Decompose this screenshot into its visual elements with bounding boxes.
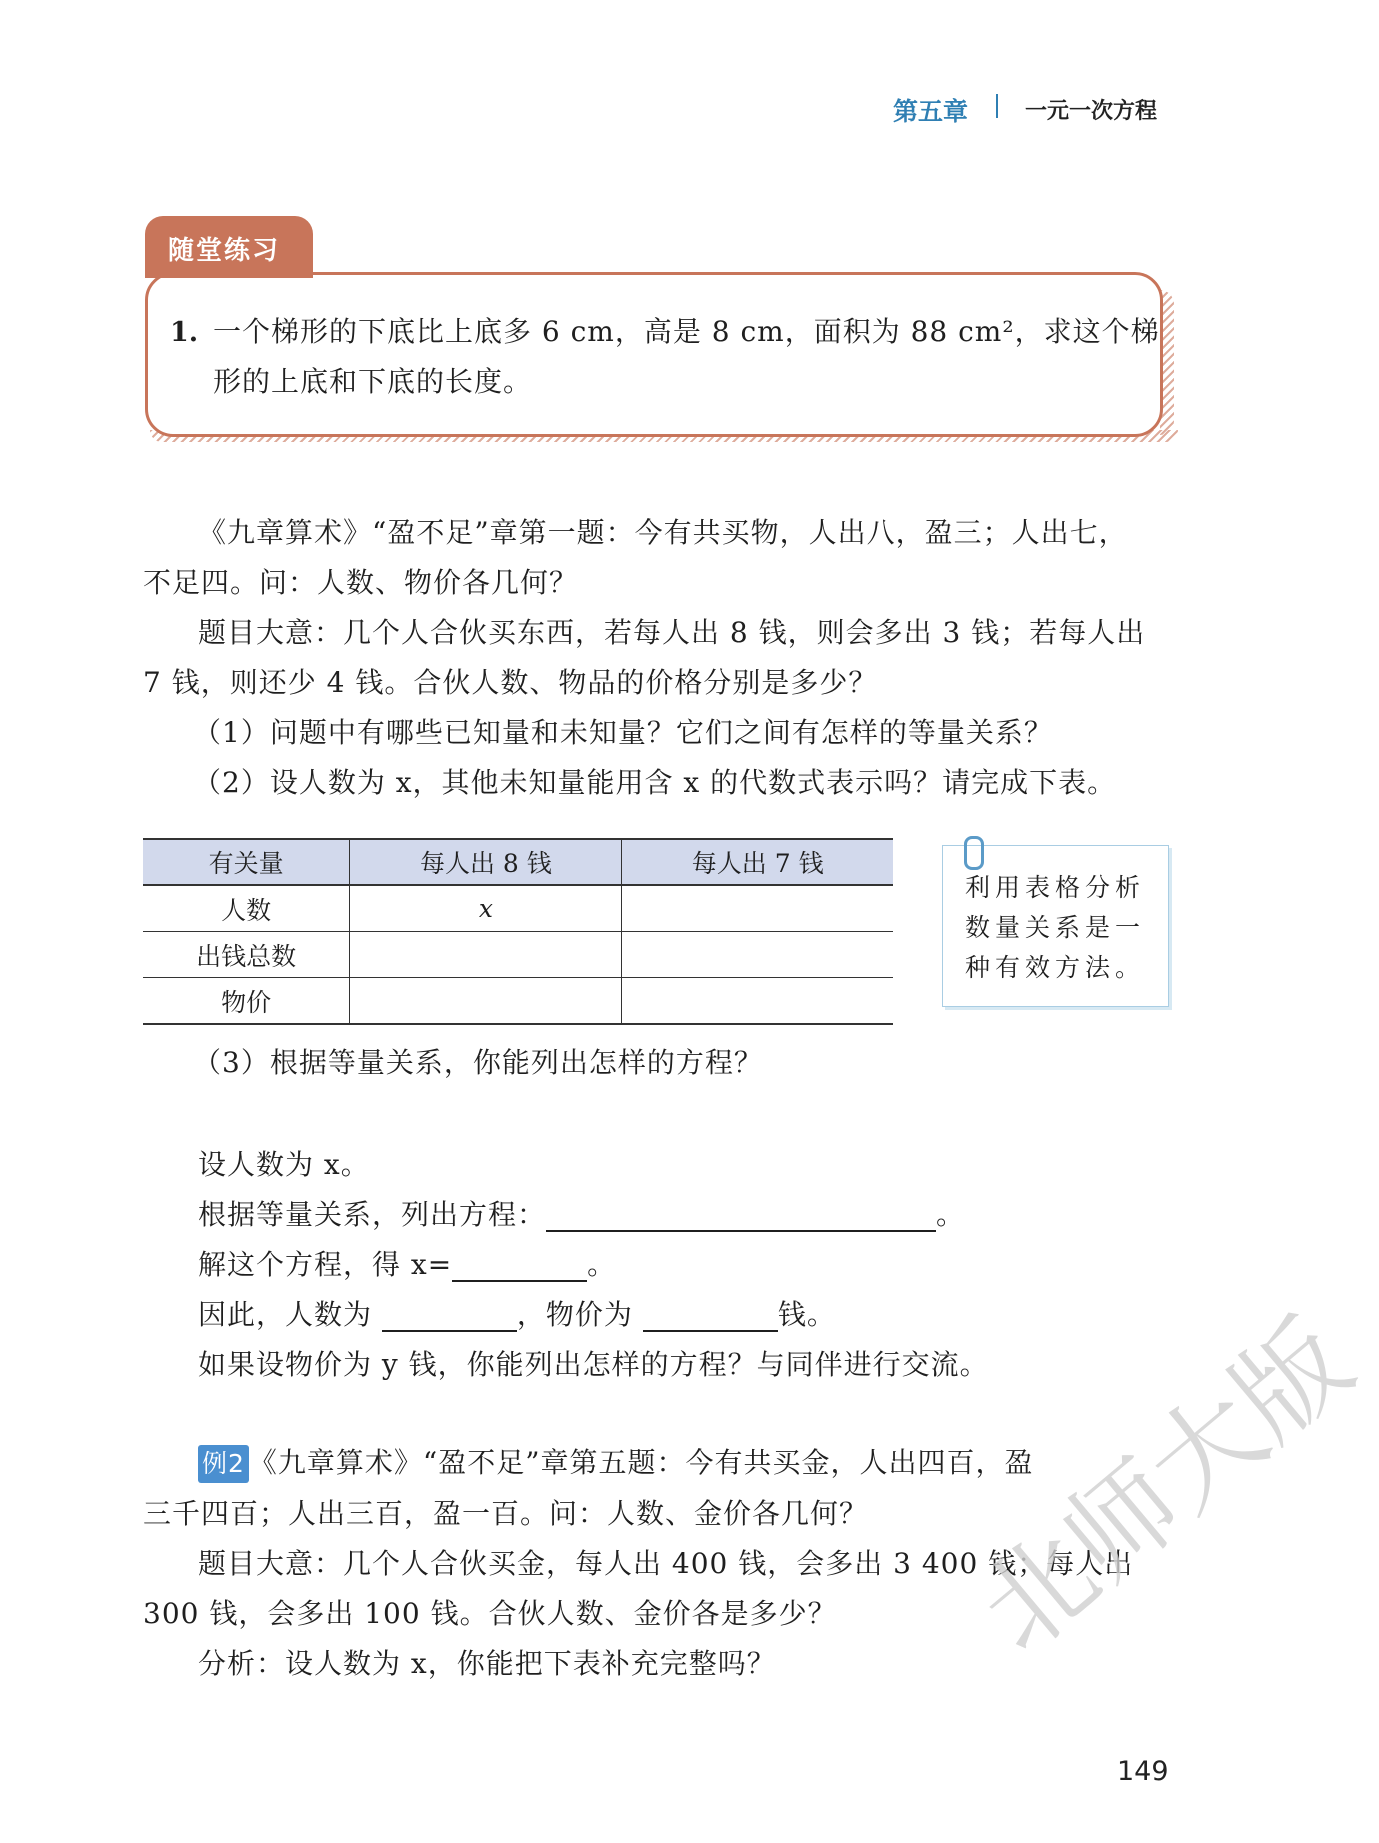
question-line-2: 形的上底和下底的长度。 xyxy=(213,365,533,398)
example2-analysis: 分析：设人数为 x，你能把下表补充完整吗？ xyxy=(198,1647,776,1680)
question-line-1: 一个梯形的下底比上底多 6 cm，高是 8 cm，面积为 88 cm²，求这个梯 xyxy=(213,315,1160,348)
intro-line-4: 7 钱，则还少 4 钱。合伙人数、物品的价格分别是多少？ xyxy=(143,666,878,699)
question-2: （2）设人数为 x，其他未知量能用含 x 的代数式表示吗？请完成下表。 xyxy=(193,766,1117,799)
paperclip-icon xyxy=(964,836,984,870)
solution-x-blank xyxy=(452,1252,587,1282)
equation-prefix: 根据等量关系，列出方程： xyxy=(198,1198,547,1231)
example2-line-1 xyxy=(198,1445,1034,1483)
table-cell: 物价 xyxy=(143,978,350,1025)
period-mark: 。 xyxy=(587,1248,617,1281)
price-blank xyxy=(643,1302,778,1332)
table-row xyxy=(143,932,893,978)
period-mark: 。 xyxy=(936,1198,966,1231)
solution-followup: 如果设物价为 y 钱，你能列出怎样的方程？与同伴进行交流。 xyxy=(198,1348,989,1381)
table-row xyxy=(143,978,893,1025)
page-number: 149 xyxy=(1117,1756,1169,1787)
solve-prefix: 解这个方程，得 x= xyxy=(198,1248,453,1281)
question-number: 1. xyxy=(170,317,199,348)
table-cell: 人数 xyxy=(143,885,350,932)
answer-mid: ，物价为 xyxy=(516,1298,633,1331)
table-header: 每人出 7 钱 xyxy=(622,839,893,885)
example2-text: 《九章算术》“盈不足”章第五题：今有共买金，人出四百，盈 xyxy=(248,1446,1034,1479)
table-cell xyxy=(622,885,893,932)
table-cell: x xyxy=(350,885,622,932)
table-header: 有关量 xyxy=(143,839,350,885)
answer-suffix: 钱。 xyxy=(777,1298,836,1331)
solution-let: 设人数为 x。 xyxy=(198,1148,370,1181)
people-blank xyxy=(382,1302,517,1332)
solution-answer xyxy=(198,1298,836,1332)
table-cell xyxy=(622,978,893,1025)
equation-blank xyxy=(546,1202,936,1232)
example-badge: 例2 xyxy=(198,1445,249,1483)
example2-line-2: 三千四百；人出三百，盈一百。问：人数、金价各几何？ xyxy=(143,1497,869,1530)
table-cell xyxy=(350,932,622,978)
intro-line-3: 题目大意：几个人合伙买东西，若每人出 8 钱，则会多出 3 钱；若每人出 xyxy=(198,616,1146,649)
table-row xyxy=(143,885,893,932)
table-header: 每人出 8 钱 xyxy=(350,839,622,885)
chapter-label: 第五章 xyxy=(893,97,969,126)
question-1: （1）问题中有哪些已知量和未知量？它们之间有怎样的等量关系？ xyxy=(193,716,1053,749)
intro-line-2: 不足四。问：人数、物价各几何？ xyxy=(143,566,579,599)
quantity-table xyxy=(143,838,893,1025)
practice-box xyxy=(145,272,1163,437)
solution-equation xyxy=(198,1198,965,1232)
publisher-watermark: 北师大版 xyxy=(955,1295,1375,1677)
table-cell: 出钱总数 xyxy=(143,932,350,978)
example2-line-4: 300 钱，会多出 100 钱。合伙人数、金价各是多少？ xyxy=(143,1597,837,1630)
answer-prefix: 因此，人数为 xyxy=(198,1298,373,1331)
practice-tab xyxy=(145,216,313,278)
question-3: （3）根据等量关系，你能列出怎样的方程？ xyxy=(193,1046,763,1079)
example2-line-3: 题目大意：几个人合伙买金，每人出 400 钱，会多出 3 400 钱；每人出 xyxy=(198,1547,1134,1580)
table-cell xyxy=(622,932,893,978)
header-divider xyxy=(996,94,998,118)
intro-line-1: 《九章算术》“盈不足”章第一题：今有共买物，人出八，盈三；人出七， xyxy=(198,516,1128,549)
solution-solve xyxy=(198,1248,616,1282)
practice-tab-label: 随堂练习 xyxy=(168,236,281,266)
chapter-title: 一元一次方程 xyxy=(1025,99,1158,124)
side-note-text: 利用表格分析 数量关系是一 种有效方法。 xyxy=(965,873,1146,982)
table-cell xyxy=(350,978,622,1025)
